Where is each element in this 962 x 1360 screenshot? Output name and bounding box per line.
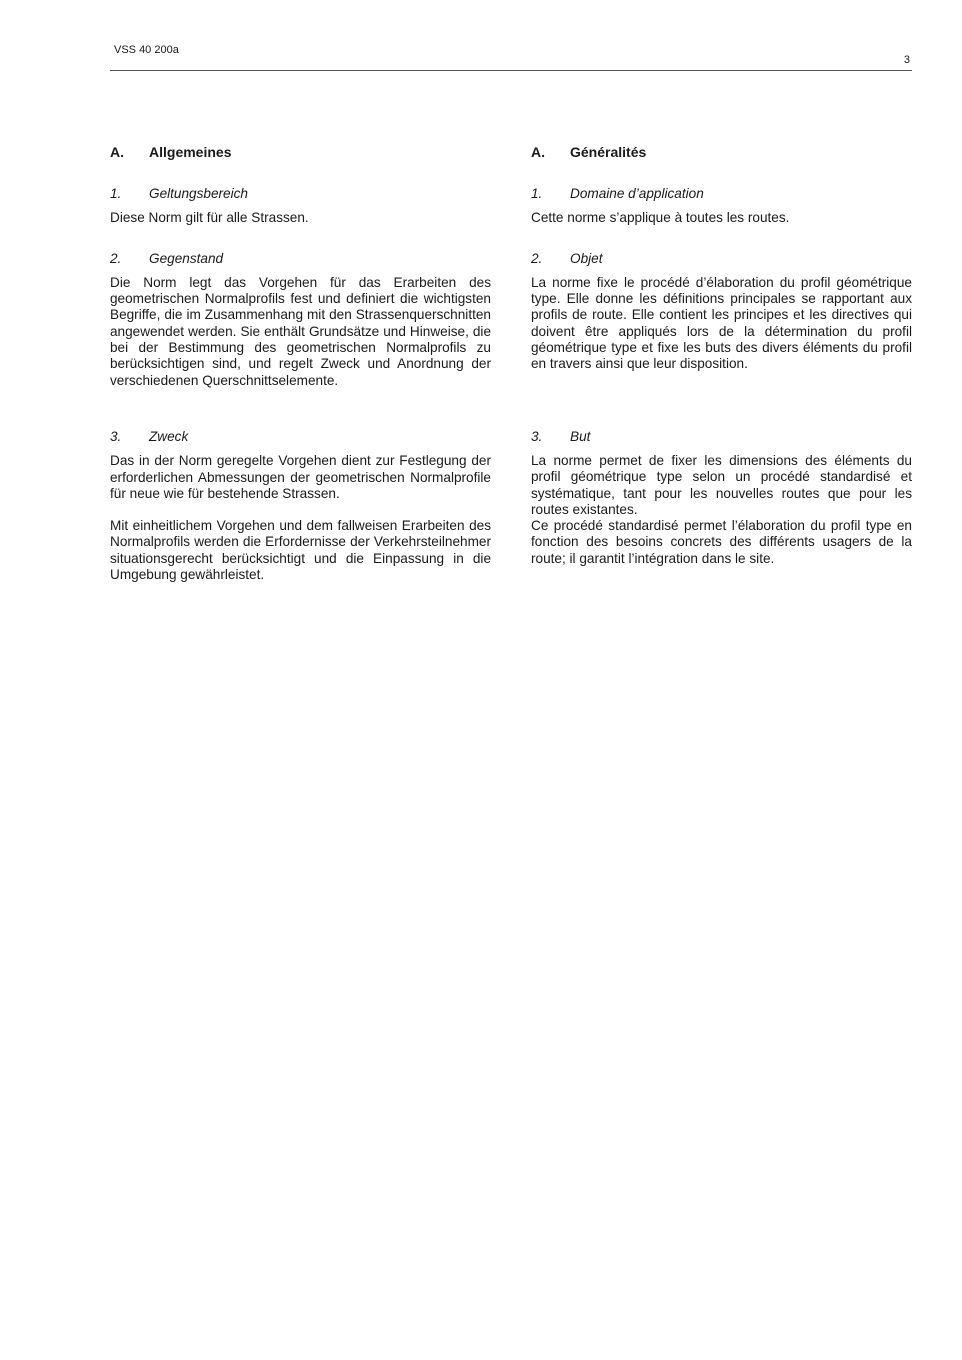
- subsection-heading-scope: 1. Geltungsbereich: [110, 186, 248, 201]
- purpose-text-2: Ce procédé standardisé permet l’élaboration du profil type en fonction des besoins concrets des différents usagers de la route; il garantit l’intégration dans le site.: [531, 518, 912, 566]
- subject-text: Die Norm legt das Vorgehen für das Erarbeiten des geometrischen Normalprofils fest und definiert die wichtigsten Begriffe, die im Zusammenhang mit den Strassenquerschnitten angewendet werden. Sie enthält Grundsätze und Hinweise, die bei der Bestimmung des geometrischen Normalprofils zu berücksichtigen sind, und regelt Zweck und Anordnung der verschiedenen Querschnittselemente.: [110, 274, 491, 388]
- page-number: 3: [903, 54, 910, 66]
- document-id: VSS 40 200a: [114, 44, 179, 56]
- purpose-text-1: La norme permet de fixer les dimensions des éléments du profil géométrique type selon un procédé standardisé et systématique, tant pour les nouvelles routes que pour les routes existantes.: [531, 452, 912, 517]
- subject-text: La norme fixe le procédé d’élaboration du profil géométrique type. Elle donne les définitions principales se rapportant aux profils de route. Elle contient les principes et les directives qui doivent être appliqués lors de la détermination du profil géométrique type et fixe les buts des divers éléments du profil en travers ainsi que leur disposition.: [531, 274, 912, 372]
- header-rule: [110, 70, 912, 71]
- subsection-heading-scope: 1. Domaine d’application: [531, 186, 704, 201]
- section-heading: A. Généralités: [531, 144, 647, 160]
- subsection-heading-subject: 2. Gegenstand: [110, 250, 224, 266]
- french-column: [531, 144, 912, 567]
- scope-text: Cette norme s’applique à toutes les routes.: [531, 210, 790, 226]
- subsection-heading-purpose: 3. Zweck: [110, 428, 189, 444]
- scope-text: Diese Norm gilt für alle Strassen.: [110, 210, 309, 226]
- section-heading: A. Allgemeines: [110, 144, 232, 160]
- subsection-heading-purpose: 3. But: [531, 428, 591, 444]
- purpose-text-2: Mit einheitlichem Vorgehen und dem fallweisen Erarbeiten des Normalprofils werden die Erfordernisse der Verkehrsteilnehmer situationsgerecht berücksichtigt und die Einpassung in die Umgebung gewährleistet.: [110, 518, 491, 583]
- german-column: [110, 144, 491, 583]
- subsection-heading-subject: 2. Objet: [531, 250, 603, 266]
- purpose-text-1: Das in der Norm geregelte Vorgehen dient zur Festlegung der erforderlichen Abmessungen der geometrischen Normalprofile für neue wie für bestehende Strassen.: [110, 453, 491, 501]
